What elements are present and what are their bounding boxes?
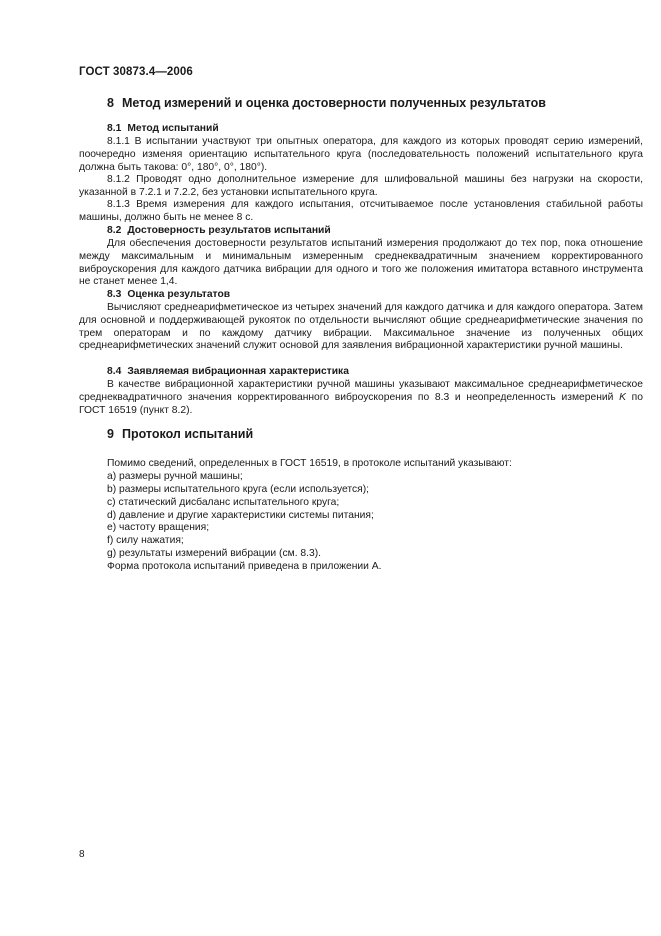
document-header: ГОСТ 30873.4—2006 bbox=[79, 66, 193, 78]
list-item: a) размеры ручной машины; bbox=[107, 471, 243, 482]
paragraph-8-1-2: 8.1.2 Проводят одно дополнительное измерение для шлифовальной машины без нагрузки на скорости, указанной в 7.2.1 и 7.2.2, без установки испытательного круга. bbox=[79, 174, 643, 198]
subsection-title: Достоверность результатов испытаний bbox=[127, 225, 331, 236]
list-item: c) статический дисбаланс испытательного круга; bbox=[107, 497, 340, 508]
symbol-k: K bbox=[619, 391, 626, 403]
subsection-title: Метод испытаний bbox=[127, 123, 219, 134]
section-8-number: 8 bbox=[107, 96, 114, 110]
subsection-number: 8.3 bbox=[107, 289, 122, 300]
subsection-number: 8.2 bbox=[107, 225, 122, 236]
section-9-title: Протокол испытаний bbox=[121, 427, 254, 441]
paragraph-8-3: Вычисляют среднеарифметическое из четырех значений для каждого датчика и для каждого оператора. Затем для основной и поддерживающей рукояток по отдельности вычисляют общие среднеарифметические значения по трем операторам и по каждому датчику вибрации. Максимальное значение из полученных общих среднеарифметических значений служит основой для заявления вибрационной характеристики ручной машины. bbox=[79, 302, 643, 352]
list-item: e) частоту вращения; bbox=[107, 522, 210, 533]
subsection-8-4-heading bbox=[107, 366, 349, 379]
section-9-outro: Форма протокола испытаний приведена в приложении А. bbox=[107, 561, 382, 572]
paragraph-8-2: Для обеспечения достоверности результатов испытаний измерения продолжают до тех пор, пока отношение между максимальным и минимальным измеренным среднеквадратичным значением корректированного виброускорения для каждого датчика вибрации для одного и того же положения имитатора вставного инструмента не станет менее 1,4. bbox=[79, 238, 643, 288]
subsection-number: 8.1 bbox=[107, 123, 122, 134]
paragraph-text: по ГОСТ 16519 (пункт 8.2). bbox=[79, 391, 643, 416]
subsection-number: 8.4 bbox=[107, 366, 122, 377]
section-9-number: 9 bbox=[107, 427, 114, 441]
paragraph-8-4 bbox=[79, 379, 643, 417]
list-item: d) давление и другие характеристики системы питания; bbox=[107, 510, 374, 521]
page-number: 8 bbox=[79, 849, 85, 860]
paragraph-8-1-3: 8.1.3 Время измерения для каждого испытания, отсчитываемое после установления стабильной работы машины, должно быть не менее 8 с. bbox=[79, 199, 643, 223]
paragraph-text: В качестве вибрационной характеристики ручной машины указывают максимальное среднеарифметическое среднеквадратичного значения корректированного виброускорения по 8.3 и неопределенность измерений bbox=[79, 379, 643, 403]
section-9-heading bbox=[107, 427, 253, 441]
section-9-intro: Помимо сведений, определенных в ГОСТ 16519, в протоколе испытаний указывают: bbox=[107, 458, 512, 469]
list-item: b) размеры испытательного круга (если используется); bbox=[107, 484, 370, 495]
subsection-title: Заявляемая вибрационная характеристика bbox=[127, 366, 349, 377]
list-item: f) силу нажатия; bbox=[107, 535, 184, 546]
subsection-8-3-heading bbox=[107, 289, 230, 302]
paragraph-8-1-1: 8.1.1 В испытании участвуют три опытных оператора, для каждого из которых проводят серию измерений, поочередно изменяя ориентацию испытательного круга (последовательность положений испытательного круга должна быть такова: 0°, 180°, 0°, 180°). bbox=[79, 136, 643, 173]
subsection-8-2-heading bbox=[107, 225, 331, 238]
section-8-title: Метод измерений и оценка достоверности полученных результатов bbox=[121, 96, 546, 110]
subsection-title: Оценка результатов bbox=[127, 289, 231, 300]
list-item: g) результаты измерений вибрации (см. 8.3). bbox=[107, 548, 322, 559]
subsection-8-1-heading bbox=[107, 123, 219, 136]
section-8-heading bbox=[107, 96, 546, 110]
